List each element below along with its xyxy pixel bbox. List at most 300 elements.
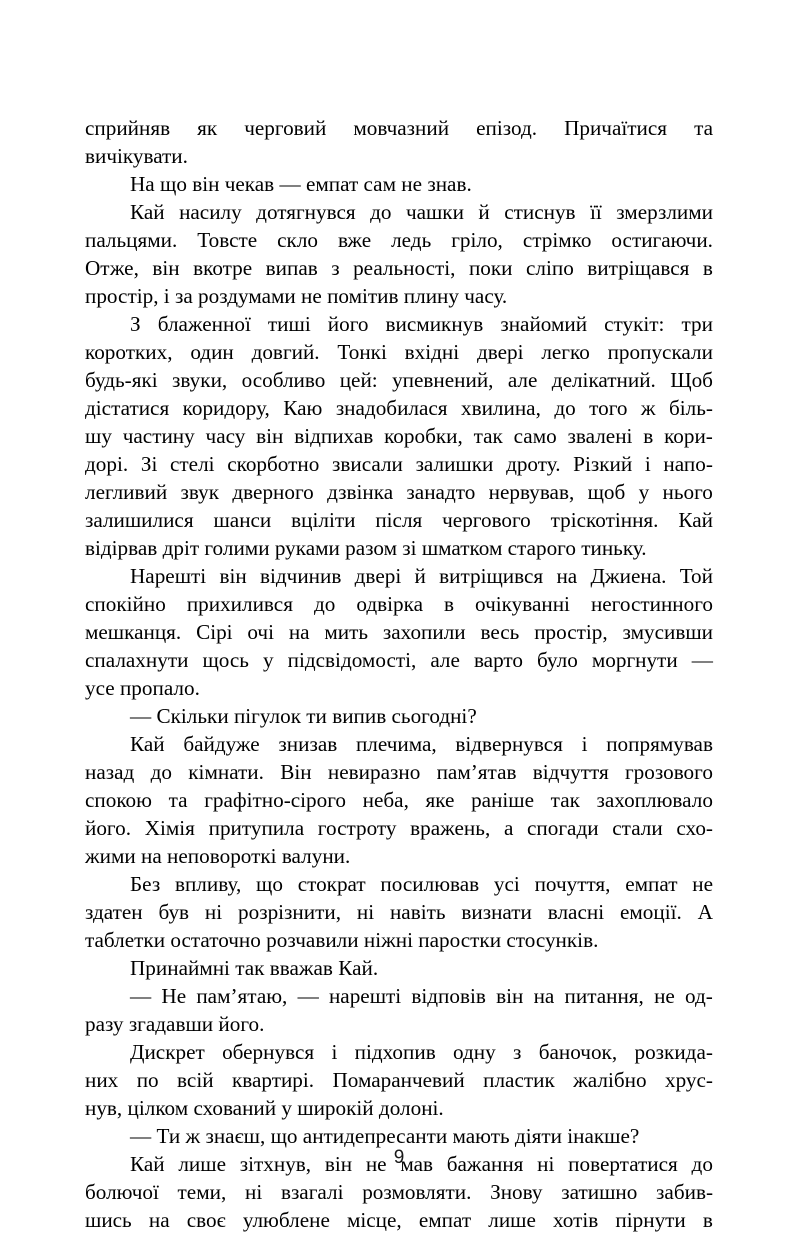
- text-run: з: [331, 256, 340, 280]
- text-run: коридору,: [182, 396, 270, 420]
- text-run: улюблене: [242, 1208, 330, 1232]
- text-run: так: [550, 788, 580, 812]
- text-run: хвилина,: [460, 396, 541, 420]
- text-run: лише: [488, 1208, 536, 1232]
- text-run: мав: [400, 1152, 433, 1176]
- text-run: жими на неповороткі валуни.: [85, 844, 351, 868]
- text-run: графітно-сірого: [204, 788, 346, 812]
- text-line: [85, 674, 713, 702]
- text-run: його.: [85, 816, 131, 840]
- text-line: [85, 926, 713, 954]
- text-run: одвірка: [356, 592, 423, 616]
- text-run: реальності,: [353, 256, 456, 280]
- page-number: 9: [393, 1147, 405, 1168]
- text-run: змусивши: [622, 620, 713, 644]
- text-run: гостроту: [317, 816, 397, 840]
- text-run: пірнути: [615, 1208, 686, 1232]
- text-run: Різкий: [573, 452, 633, 476]
- text-run: знизав: [278, 732, 338, 756]
- text-run: та: [168, 788, 188, 812]
- text-run: —: [691, 648, 713, 672]
- text-line: [85, 1094, 713, 1122]
- text-run: та: [694, 116, 713, 140]
- text-run: але: [507, 368, 538, 392]
- text-run: пластик: [483, 1068, 555, 1092]
- text-run: мешканця.: [85, 620, 182, 644]
- text-run: лише: [178, 1152, 226, 1176]
- text-run: теми,: [177, 1180, 227, 1204]
- paragraph: [85, 870, 713, 954]
- text-run: само: [513, 424, 557, 448]
- text-run: Щоб: [670, 368, 713, 392]
- text-run: стиснув: [504, 200, 576, 224]
- text-run: мовчазний: [353, 116, 450, 140]
- text-run: витріщився: [439, 564, 544, 588]
- text-run: спогади: [527, 816, 599, 840]
- text-run: у: [263, 648, 274, 672]
- text-run: кімнати.: [188, 760, 264, 784]
- text-run: негостинного: [590, 592, 713, 616]
- text-run: тріскотіння.: [550, 508, 659, 532]
- text-run: шанси: [213, 508, 272, 532]
- text-line: [85, 534, 713, 562]
- text-run: і: [581, 732, 588, 756]
- text-run: всій: [177, 1068, 214, 1092]
- text-run: затишно: [561, 1180, 638, 1204]
- text-line: [85, 310, 713, 338]
- text-line: [85, 422, 713, 450]
- text-line: [85, 1010, 713, 1038]
- text-run: витріщався: [587, 256, 690, 280]
- text-run: ні: [244, 1180, 263, 1204]
- text-run: підхопив: [354, 1040, 436, 1064]
- text-run: — Скільки пігулок ти випив сьогодні?: [130, 704, 477, 728]
- text-run: він: [324, 1152, 353, 1176]
- text-run: попрямував: [606, 732, 713, 756]
- text-run: коробки,: [384, 424, 463, 448]
- text-run: Отже,: [85, 256, 139, 280]
- text-run: власні: [547, 900, 605, 924]
- text-run: усе пропало.: [85, 676, 200, 700]
- text-line: [85, 394, 713, 422]
- text-run: насилу: [179, 200, 242, 224]
- text-line: [85, 814, 713, 842]
- text-run: ледь: [391, 228, 432, 252]
- text-run: по: [136, 1068, 159, 1092]
- text-run: місце,: [346, 1208, 402, 1232]
- text-run: назад: [85, 760, 135, 784]
- text-line: [85, 786, 713, 814]
- text-run: сліпо: [526, 256, 574, 280]
- text-run: раніше: [471, 788, 535, 812]
- text-run: — Ти ж знаєш, що антидепресанти мають діяти інакше?: [130, 1124, 640, 1148]
- text-run: жалібно: [573, 1068, 647, 1092]
- text-run: на: [148, 1208, 170, 1232]
- text-run: байдуже: [183, 732, 260, 756]
- text-line: [85, 1206, 713, 1234]
- text-run: її: [590, 200, 602, 224]
- text-run: Кай: [130, 1152, 165, 1176]
- text-run: З: [130, 312, 141, 336]
- text-run: його: [327, 312, 369, 336]
- text-run: що: [256, 872, 283, 896]
- text-run: бажання: [446, 1152, 524, 1176]
- text-run: спалахнути: [85, 648, 189, 672]
- text-run: тиші: [267, 312, 311, 336]
- text-run: він: [496, 984, 524, 1008]
- text-run: він: [219, 564, 247, 588]
- text-run: він: [256, 424, 284, 448]
- text-run: Помаранчевий: [332, 1068, 465, 1092]
- text-run: до: [313, 592, 336, 616]
- paragraph: [85, 170, 713, 198]
- text-line: [85, 478, 713, 506]
- text-run: відповів: [411, 984, 486, 1008]
- text-line: [85, 758, 713, 786]
- text-run: нарешті: [328, 984, 402, 1008]
- text-run: відчуття: [532, 760, 609, 784]
- text-run: до: [370, 200, 392, 224]
- text-run: відвернувся: [455, 732, 563, 756]
- text-line: [85, 1178, 713, 1206]
- text-run: будь-які: [85, 368, 158, 392]
- text-run: шись: [85, 1208, 132, 1232]
- text-run: пропускали: [607, 340, 713, 364]
- text-run: двері: [476, 340, 524, 364]
- text-run: вціліти: [291, 508, 356, 532]
- text-run: навіть: [389, 900, 446, 924]
- text-line: [85, 506, 713, 534]
- text-run: щось: [202, 648, 249, 672]
- text-run: дверного: [232, 480, 314, 504]
- paragraph: [85, 1038, 713, 1122]
- text-run: відчинив: [260, 564, 342, 588]
- text-run: відпихав: [294, 424, 374, 448]
- text-line: [85, 898, 713, 926]
- text-line: [85, 954, 713, 982]
- text-run: на: [288, 620, 310, 644]
- text-run: неба,: [362, 788, 409, 812]
- text-run: своє: [186, 1208, 226, 1232]
- text-run: один: [190, 340, 234, 364]
- text-run: квартирі.: [231, 1068, 315, 1092]
- text-run: в: [444, 592, 455, 616]
- text-run: притупила: [208, 816, 305, 840]
- text-line: [85, 646, 713, 674]
- paragraph: [85, 198, 713, 310]
- text-run: так: [473, 424, 503, 448]
- text-run: три: [681, 312, 713, 336]
- text-run: як: [197, 116, 218, 140]
- text-run: яке: [425, 788, 455, 812]
- text-run: того: [589, 396, 628, 420]
- text-run: хотів: [553, 1208, 599, 1232]
- text-run: в: [702, 256, 713, 280]
- text-line: [85, 338, 713, 366]
- text-run: особливо: [241, 368, 326, 392]
- text-run: дзвінка: [327, 480, 394, 504]
- paragraph: [85, 562, 713, 702]
- text-run: ні: [204, 900, 223, 924]
- text-run: був: [158, 900, 190, 924]
- text-run: цей:: [339, 368, 378, 392]
- paragraph: [85, 730, 713, 870]
- text-run: й: [478, 200, 490, 224]
- text-run: у: [638, 480, 650, 504]
- text-run: спокою: [85, 788, 152, 812]
- text-run: легливий: [85, 480, 168, 504]
- text-run: них: [85, 1068, 119, 1092]
- text-run: скло: [277, 228, 318, 252]
- paragraph: [85, 954, 713, 982]
- text-run: відірвав дріт голими руками разом зі шматком старого тиньку.: [85, 536, 647, 560]
- text-run: впливу,: [174, 872, 242, 896]
- text-run: вкотре: [193, 256, 253, 280]
- text-run: Не: [161, 984, 187, 1008]
- text-run: висмикнув: [385, 312, 484, 336]
- text-run: варто: [473, 648, 523, 672]
- text-run: плечима,: [355, 732, 437, 756]
- text-run: —: [130, 984, 152, 1008]
- text-run: повертатися: [568, 1152, 678, 1176]
- text-line: [85, 590, 713, 618]
- text-run: Хімія: [144, 816, 195, 840]
- text-run: напо-: [663, 452, 713, 476]
- text-run: моргнути: [591, 648, 678, 672]
- text-run: Нарешті: [130, 564, 207, 588]
- text-run: біль-: [668, 396, 713, 420]
- text-line: [85, 1038, 713, 1066]
- text-run: гріло,: [451, 228, 503, 252]
- text-run: частину: [122, 424, 195, 448]
- paragraph: [85, 702, 713, 730]
- text-run: простір, і за роздумами не помітив плину часу.: [85, 284, 508, 308]
- text-run: кори-: [664, 424, 713, 448]
- text-run: простір,: [534, 620, 608, 644]
- text-run: вражень,: [410, 816, 491, 840]
- text-run: спокійно: [85, 592, 166, 616]
- text-run: нього: [662, 480, 713, 504]
- text-run: але: [430, 648, 460, 672]
- text-run: Дискрет: [130, 1040, 205, 1064]
- text-run: невиразно: [327, 760, 421, 784]
- text-run: поки: [468, 256, 513, 280]
- text-run: стукіт:: [604, 312, 665, 336]
- text-run: хрус-: [664, 1068, 713, 1092]
- text-run: Зі: [140, 452, 158, 476]
- text-run: грозового: [624, 760, 713, 784]
- text-run: на: [533, 984, 555, 1008]
- text-run: —: [297, 984, 319, 1008]
- text-run: обернувся: [222, 1040, 315, 1064]
- text-run: взагалі: [280, 1180, 344, 1204]
- text-run: Кай: [130, 732, 165, 756]
- text-run: знадобилася: [335, 396, 448, 420]
- text-run: весь: [480, 620, 520, 644]
- text-run: сприйняв: [85, 116, 171, 140]
- text-run: одну: [453, 1040, 496, 1064]
- text-run: блаженної: [157, 312, 251, 336]
- text-run: коротких,: [85, 340, 173, 364]
- text-line: [85, 618, 713, 646]
- text-run: стократ: [297, 872, 366, 896]
- text-run: а: [503, 816, 514, 840]
- text-run: до: [691, 1152, 713, 1176]
- text-line: [85, 366, 713, 394]
- text-run: вже: [337, 228, 372, 252]
- text-run: емоції.: [619, 900, 682, 924]
- text-run: Кай: [678, 508, 713, 532]
- text-run: звалені: [567, 424, 633, 448]
- text-run: Він: [280, 760, 312, 784]
- text-run: до: [150, 760, 172, 784]
- text-line: [85, 450, 713, 478]
- text-run: Каю: [283, 396, 323, 420]
- text-run: схо-: [676, 816, 713, 840]
- text-run: епізод.: [476, 116, 538, 140]
- text-run: черговий: [244, 116, 327, 140]
- text-run: знайомий: [500, 312, 588, 336]
- text-run: щоб: [587, 480, 626, 504]
- text-run: нервував,: [488, 480, 575, 504]
- text-run: болючої: [85, 1180, 159, 1204]
- text-run: не: [365, 1152, 387, 1176]
- text-run: Тонкі: [337, 340, 387, 364]
- text-run: емпат: [625, 872, 678, 896]
- text-line: [85, 254, 713, 282]
- text-run: визнати: [461, 900, 532, 924]
- text-run: стрімко: [522, 228, 592, 252]
- text-run: почуття,: [534, 872, 611, 896]
- text-line: [85, 1066, 713, 1094]
- text-run: дроту.: [506, 452, 561, 476]
- text-run: дорі.: [85, 452, 129, 476]
- text-run: Без: [130, 872, 161, 896]
- text-run: Сірі: [196, 620, 233, 644]
- text-run: прихилився: [186, 592, 293, 616]
- text-line: [85, 142, 713, 170]
- text-run: до: [554, 396, 576, 420]
- text-run: звисали: [332, 452, 403, 476]
- text-run: посилював: [380, 872, 480, 896]
- text-run: було: [537, 648, 578, 672]
- text-run: мить: [324, 620, 369, 644]
- page-text-block: [85, 114, 713, 1234]
- text-run: емпат: [418, 1208, 472, 1232]
- text-run: й: [414, 564, 426, 588]
- text-run: і: [331, 1040, 338, 1064]
- text-run: стали: [612, 816, 663, 840]
- text-run: усі: [493, 872, 520, 896]
- text-line: [85, 198, 713, 226]
- text-run: розрізнити,: [238, 900, 341, 924]
- text-run: захоплювало: [596, 788, 713, 812]
- text-run: Принаймні так вважав Кай.: [130, 956, 379, 980]
- text-line: [85, 282, 713, 310]
- text-run: дотягнувся: [256, 200, 356, 224]
- text-run: вхідні: [404, 340, 460, 364]
- text-run: ні: [537, 1152, 555, 1176]
- text-run: вичікувати.: [85, 144, 188, 168]
- text-run: залишилися: [85, 508, 194, 532]
- text-run: делікатний.: [551, 368, 656, 392]
- text-run: Кай: [130, 200, 165, 224]
- text-run: в: [702, 1208, 713, 1232]
- paragraph: [85, 310, 713, 562]
- text-run: випав: [265, 256, 318, 280]
- text-run: упевнений,: [392, 368, 494, 392]
- text-line: [85, 730, 713, 758]
- text-run: скорботно: [227, 452, 320, 476]
- text-line: [85, 114, 713, 142]
- text-line: [85, 982, 713, 1010]
- text-run: пам’ятав: [436, 760, 517, 784]
- text-run: таблетки остаточно розчавили ніжні паростки стосунків.: [85, 928, 599, 952]
- text-run: чашки: [405, 200, 464, 224]
- text-run: зітхнув,: [239, 1152, 312, 1176]
- text-run: Знову: [490, 1180, 543, 1204]
- text-run: Товсте: [197, 228, 258, 252]
- text-run: занадто: [406, 480, 476, 504]
- text-run: шу: [85, 424, 112, 448]
- text-run: з: [513, 1040, 522, 1064]
- text-run: і: [644, 452, 651, 476]
- text-run: розкида-: [634, 1040, 713, 1064]
- text-run: двері: [354, 564, 402, 588]
- text-run: підсвідомості,: [287, 648, 417, 672]
- paragraph: [85, 982, 713, 1038]
- text-run: очі: [247, 620, 274, 644]
- text-run: звуки,: [172, 368, 228, 392]
- text-run: Той: [679, 564, 713, 588]
- text-run: не: [654, 984, 675, 1008]
- text-run: Причаїтися: [564, 116, 668, 140]
- paragraph: [85, 114, 713, 170]
- text-line: [85, 170, 713, 198]
- text-run: чергового: [442, 508, 531, 532]
- text-run: захопили: [382, 620, 466, 644]
- text-run: нув, цілком схований у широкій долоні.: [85, 1096, 444, 1120]
- text-run: питання,: [564, 984, 644, 1008]
- text-run: на: [556, 564, 578, 588]
- text-run: разу згадавши його.: [85, 1012, 265, 1036]
- text-run: легко: [541, 340, 590, 364]
- text-line: [85, 870, 713, 898]
- text-line: [85, 562, 713, 590]
- text-run: очікуванні: [475, 592, 570, 616]
- text-run: Джиена.: [590, 564, 667, 588]
- text-line: [85, 226, 713, 254]
- text-run: стелі: [170, 452, 215, 476]
- text-run: в: [643, 424, 654, 448]
- text-run: баночок,: [538, 1040, 618, 1064]
- text-line: [85, 702, 713, 730]
- text-run: од-: [685, 984, 713, 1008]
- text-run: часу: [205, 424, 246, 448]
- text-run: пальцями.: [85, 228, 178, 252]
- text-run: він: [152, 256, 180, 280]
- text-run: пам’ятаю,: [196, 984, 288, 1008]
- text-run: дістатися: [85, 396, 170, 420]
- text-line: [85, 842, 713, 870]
- text-run: ж: [640, 396, 656, 420]
- text-run: На що він чекав — емпат сам не знав.: [130, 172, 472, 196]
- text-run: забив-: [656, 1180, 713, 1204]
- text-run: розмовляти.: [362, 1180, 472, 1204]
- text-run: довгий.: [251, 340, 320, 364]
- text-run: після: [375, 508, 423, 532]
- text-run: здатен: [85, 900, 143, 924]
